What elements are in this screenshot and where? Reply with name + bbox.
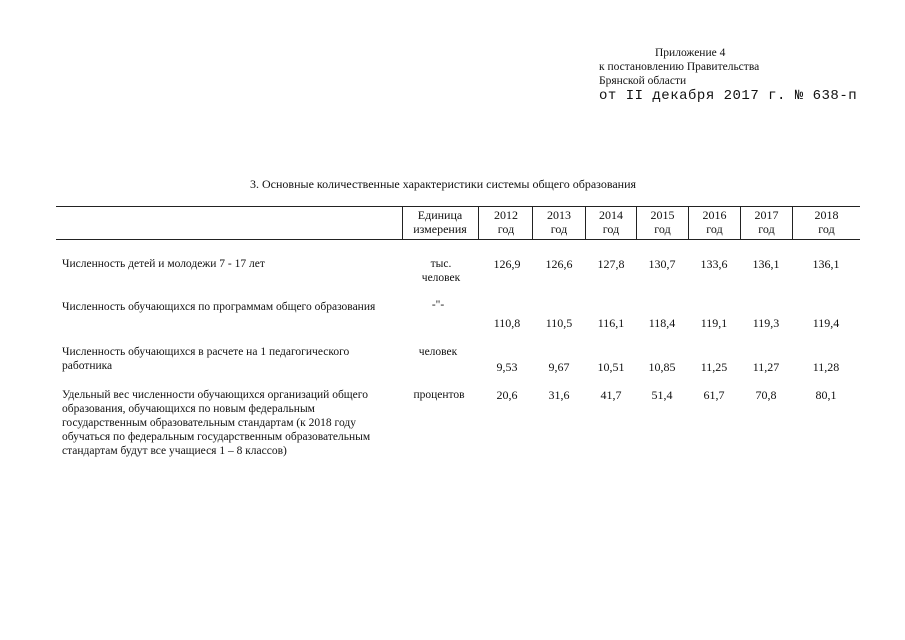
header-year-suffix: год (497, 222, 515, 236)
section-title: 3. Основные количественные характеристики системы общего образования (250, 177, 637, 191)
row-label: Численность обучающихся в расчете на 1 педагогического работника (62, 346, 350, 372)
table-cell: 61,7 (703, 388, 725, 402)
row-label: Удельный вес численности обучающихся организаций общего образования, обучающихся по новым федеральным государственным образовательным стандартам (к 2018 году обучаться по федеральным государственным образовательным стандартам будут все учащиеся 1 – 8 классов) (62, 389, 371, 457)
header-year: 2012 (494, 208, 518, 222)
row-unit: тыс. человек (421, 258, 461, 284)
table-header-rule (56, 239, 860, 240)
table-cell: 10,51 (597, 360, 625, 374)
table-cell: 41,7 (600, 388, 622, 402)
header-year: 2017 (754, 208, 779, 222)
header-year-suffix: год (758, 222, 775, 236)
header-year: 2016 (702, 208, 727, 222)
table-cell: 11,25 (700, 360, 728, 374)
header-year: 2013 (547, 208, 571, 222)
table-cell: 51,4 (651, 388, 673, 402)
header-year: 2018 (814, 208, 839, 222)
header-year-2013 (533, 208, 585, 236)
appendix-date-number: от II декабря 2017 г. № 638-п (599, 88, 858, 104)
header-year-2014 (586, 208, 636, 236)
header-unit-line1: Единица (417, 208, 463, 222)
row-unit: человек (418, 346, 458, 358)
table-cell: 119,3 (752, 316, 780, 330)
table-cell: 9,67 (548, 360, 570, 374)
header-year-suffix: год (654, 222, 671, 236)
table-cell: 31,6 (548, 388, 570, 402)
header-year: 2015 (650, 208, 675, 222)
header-year: 2014 (599, 208, 623, 222)
header-year-2018 (793, 208, 860, 236)
appendix-region: Брянской области (599, 75, 687, 87)
table-cell: 126,6 (545, 257, 573, 271)
table-cell: 20,6 (496, 388, 518, 402)
table-cell: 118,4 (648, 316, 676, 330)
row-unit: -"- (431, 299, 445, 311)
table-cell: 110,8 (493, 316, 521, 330)
table-cell: 80,1 (815, 388, 837, 402)
table-cell: 9,53 (496, 360, 518, 374)
table-cell: 10,85 (648, 360, 676, 374)
header-year-suffix: год (818, 222, 835, 236)
row-label: Численность обучающихся по программам общего образования (62, 301, 376, 313)
col-divider (478, 206, 479, 239)
table-cell: 116,1 (597, 316, 625, 330)
table-cell: 70,8 (755, 388, 777, 402)
col-divider (402, 206, 403, 239)
table-cell: 119,1 (700, 316, 728, 330)
header-year-suffix: год (602, 222, 620, 236)
table-cell: 130,7 (648, 257, 676, 271)
header-unit (405, 208, 475, 236)
row-label: Численность детей и молодежи 7 - 17 лет (62, 258, 265, 270)
table-cell: 126,9 (493, 257, 521, 271)
table-cell: 136,1 (752, 257, 780, 271)
appendix-number: Приложение 4 (655, 47, 726, 59)
row-unit: процентов (413, 389, 465, 401)
header-year-2012 (480, 208, 532, 236)
header-year-suffix: год (706, 222, 723, 236)
appendix-block (599, 46, 857, 103)
table-cell: 11,27 (752, 360, 780, 374)
appendix-decree: к постановлению Правительства (599, 61, 760, 73)
table-cell: 110,5 (545, 316, 573, 330)
table-cell: 11,28 (812, 360, 840, 374)
table-cell: 119,4 (812, 316, 840, 330)
header-year-2017 (741, 208, 792, 236)
table-cell: 133,6 (700, 257, 728, 271)
header-year-suffix: год (550, 222, 568, 236)
header-year-2016 (689, 208, 740, 236)
table-cell: 127,8 (597, 257, 625, 271)
header-unit-line2: измерения (413, 222, 467, 236)
header-year-2015 (637, 208, 688, 236)
table-cell: 136,1 (812, 257, 840, 271)
